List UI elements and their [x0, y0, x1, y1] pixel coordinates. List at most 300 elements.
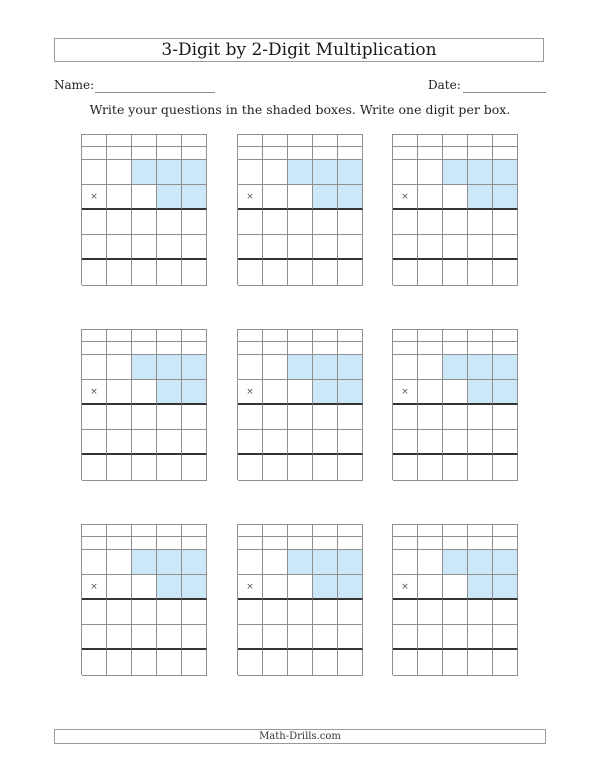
answer-digit-box[interactable]: [107, 160, 132, 185]
answer-digit-box[interactable]: [493, 430, 518, 455]
answer-digit-box[interactable]: [182, 147, 207, 160]
answer-digit-box[interactable]: [418, 160, 443, 185]
answer-digit-box[interactable]: [107, 330, 132, 342]
answer-digit-box[interactable]: [157, 342, 182, 355]
answer-digit-box[interactable]: [182, 430, 207, 455]
answer-digit-box[interactable]: [338, 260, 363, 286]
answer-digit-box[interactable]: [107, 550, 132, 575]
answer-digit-box[interactable]: [82, 430, 107, 455]
question-digit-box[interactable]: [288, 550, 313, 575]
answer-digit-box[interactable]: [82, 525, 107, 537]
answer-digit-box[interactable]: [338, 235, 363, 260]
answer-digit-box[interactable]: [238, 260, 263, 286]
answer-digit-box[interactable]: [313, 235, 338, 260]
answer-digit-box[interactable]: [493, 600, 518, 625]
question-digit-box[interactable]: [313, 575, 338, 600]
answer-digit-box[interactable]: [82, 160, 107, 185]
answer-digit-box[interactable]: [157, 650, 182, 676]
answer-digit-box[interactable]: [418, 430, 443, 455]
answer-digit-box[interactable]: [393, 355, 418, 380]
answer-digit-box[interactable]: [238, 355, 263, 380]
answer-digit-box[interactable]: [418, 342, 443, 355]
answer-digit-box[interactable]: [238, 430, 263, 455]
answer-digit-box[interactable]: [182, 405, 207, 430]
answer-digit-box[interactable]: [263, 355, 288, 380]
answer-digit-box[interactable]: [443, 525, 468, 537]
answer-digit-box[interactable]: [263, 575, 288, 600]
answer-digit-box[interactable]: [132, 147, 157, 160]
answer-digit-box[interactable]: [263, 600, 288, 625]
answer-digit-box[interactable]: [313, 650, 338, 676]
answer-digit-box[interactable]: [263, 380, 288, 405]
answer-digit-box[interactable]: [132, 210, 157, 235]
answer-digit-box[interactable]: [393, 650, 418, 676]
answer-digit-box[interactable]: [288, 380, 313, 405]
answer-digit-box[interactable]: [157, 430, 182, 455]
answer-digit-box[interactable]: [82, 455, 107, 481]
answer-digit-box[interactable]: [107, 342, 132, 355]
answer-digit-box[interactable]: [493, 405, 518, 430]
answer-digit-box[interactable]: [132, 135, 157, 147]
answer-digit-box[interactable]: [107, 430, 132, 455]
answer-digit-box[interactable]: [238, 525, 263, 537]
answer-digit-box[interactable]: [468, 147, 493, 160]
answer-digit-box[interactable]: [82, 235, 107, 260]
answer-digit-box[interactable]: [443, 600, 468, 625]
question-digit-box[interactable]: [493, 550, 518, 575]
answer-digit-box[interactable]: [107, 185, 132, 210]
answer-digit-box[interactable]: [82, 537, 107, 550]
answer-digit-box[interactable]: [82, 650, 107, 676]
answer-digit-box[interactable]: [238, 235, 263, 260]
answer-digit-box[interactable]: [443, 575, 468, 600]
answer-digit-box[interactable]: [493, 235, 518, 260]
answer-digit-box[interactable]: [263, 210, 288, 235]
answer-digit-box[interactable]: [82, 330, 107, 342]
answer-digit-box[interactable]: [338, 430, 363, 455]
answer-digit-box[interactable]: [82, 342, 107, 355]
answer-digit-box[interactable]: [443, 330, 468, 342]
answer-digit-box[interactable]: [313, 342, 338, 355]
answer-digit-box[interactable]: [468, 260, 493, 286]
answer-digit-box[interactable]: [288, 430, 313, 455]
answer-digit-box[interactable]: [443, 210, 468, 235]
answer-digit-box[interactable]: [157, 405, 182, 430]
answer-digit-box[interactable]: [263, 135, 288, 147]
answer-digit-box[interactable]: [443, 650, 468, 676]
answer-digit-box[interactable]: [263, 342, 288, 355]
answer-digit-box[interactable]: [418, 600, 443, 625]
answer-digit-box[interactable]: [313, 260, 338, 286]
answer-digit-box[interactable]: [238, 537, 263, 550]
answer-digit-box[interactable]: [238, 405, 263, 430]
answer-digit-box[interactable]: [288, 260, 313, 286]
answer-digit-box[interactable]: [263, 430, 288, 455]
answer-digit-box[interactable]: [393, 160, 418, 185]
question-digit-box[interactable]: [313, 550, 338, 575]
answer-digit-box[interactable]: [238, 210, 263, 235]
answer-digit-box[interactable]: [393, 147, 418, 160]
answer-digit-box[interactable]: [82, 625, 107, 650]
answer-digit-box[interactable]: [238, 625, 263, 650]
question-digit-box[interactable]: [443, 160, 468, 185]
question-digit-box[interactable]: [288, 355, 313, 380]
answer-digit-box[interactable]: [263, 235, 288, 260]
answer-digit-box[interactable]: [82, 550, 107, 575]
answer-digit-box[interactable]: [468, 405, 493, 430]
answer-digit-box[interactable]: [468, 342, 493, 355]
answer-digit-box[interactable]: [182, 625, 207, 650]
answer-digit-box[interactable]: [107, 650, 132, 676]
answer-digit-box[interactable]: [418, 380, 443, 405]
answer-digit-box[interactable]: [313, 525, 338, 537]
answer-digit-box[interactable]: [468, 650, 493, 676]
question-digit-box[interactable]: [132, 550, 157, 575]
answer-digit-box[interactable]: [393, 537, 418, 550]
answer-digit-box[interactable]: [443, 342, 468, 355]
answer-digit-box[interactable]: [338, 525, 363, 537]
answer-digit-box[interactable]: [313, 210, 338, 235]
answer-digit-box[interactable]: [263, 330, 288, 342]
answer-digit-box[interactable]: [157, 210, 182, 235]
answer-digit-box[interactable]: [393, 235, 418, 260]
answer-digit-box[interactable]: [182, 650, 207, 676]
answer-digit-box[interactable]: [418, 260, 443, 286]
answer-digit-box[interactable]: [393, 455, 418, 481]
answer-digit-box[interactable]: [288, 537, 313, 550]
question-digit-box[interactable]: [493, 160, 518, 185]
answer-digit-box[interactable]: [468, 430, 493, 455]
answer-digit-box[interactable]: [157, 235, 182, 260]
answer-digit-box[interactable]: [443, 135, 468, 147]
question-digit-box[interactable]: [468, 550, 493, 575]
answer-digit-box[interactable]: [288, 342, 313, 355]
answer-digit-box[interactable]: [132, 600, 157, 625]
answer-digit-box[interactable]: [468, 600, 493, 625]
answer-digit-box[interactable]: [107, 147, 132, 160]
answer-digit-box[interactable]: [238, 600, 263, 625]
answer-digit-box[interactable]: [393, 330, 418, 342]
answer-digit-box[interactable]: [288, 525, 313, 537]
answer-digit-box[interactable]: [493, 625, 518, 650]
question-digit-box[interactable]: [182, 575, 207, 600]
question-digit-box[interactable]: [182, 355, 207, 380]
question-digit-box[interactable]: [493, 185, 518, 210]
answer-digit-box[interactable]: [263, 455, 288, 481]
question-digit-box[interactable]: [468, 380, 493, 405]
answer-digit-box[interactable]: [263, 147, 288, 160]
question-digit-box[interactable]: [468, 185, 493, 210]
answer-digit-box[interactable]: [263, 650, 288, 676]
answer-digit-box[interactable]: [418, 185, 443, 210]
answer-digit-box[interactable]: [263, 537, 288, 550]
question-digit-box[interactable]: [182, 185, 207, 210]
question-digit-box[interactable]: [493, 380, 518, 405]
answer-digit-box[interactable]: [182, 330, 207, 342]
answer-digit-box[interactable]: [157, 135, 182, 147]
answer-digit-box[interactable]: [313, 455, 338, 481]
answer-digit-box[interactable]: [418, 525, 443, 537]
answer-digit-box[interactable]: [493, 147, 518, 160]
answer-digit-box[interactable]: [288, 210, 313, 235]
answer-digit-box[interactable]: [493, 455, 518, 481]
answer-digit-box[interactable]: [82, 147, 107, 160]
question-digit-box[interactable]: [157, 185, 182, 210]
answer-digit-box[interactable]: [443, 147, 468, 160]
answer-digit-box[interactable]: [338, 405, 363, 430]
answer-digit-box[interactable]: [132, 185, 157, 210]
answer-digit-box[interactable]: [82, 600, 107, 625]
answer-digit-box[interactable]: [182, 260, 207, 286]
answer-digit-box[interactable]: [157, 525, 182, 537]
answer-digit-box[interactable]: [107, 355, 132, 380]
answer-digit-box[interactable]: [493, 260, 518, 286]
answer-digit-box[interactable]: [418, 550, 443, 575]
answer-digit-box[interactable]: [313, 625, 338, 650]
answer-digit-box[interactable]: [288, 650, 313, 676]
answer-digit-box[interactable]: [157, 455, 182, 481]
answer-digit-box[interactable]: [393, 430, 418, 455]
answer-digit-box[interactable]: [393, 625, 418, 650]
question-digit-box[interactable]: [338, 355, 363, 380]
question-digit-box[interactable]: [313, 380, 338, 405]
answer-digit-box[interactable]: [107, 600, 132, 625]
answer-digit-box[interactable]: [468, 455, 493, 481]
question-digit-box[interactable]: [157, 160, 182, 185]
answer-digit-box[interactable]: [443, 625, 468, 650]
answer-digit-box[interactable]: [288, 575, 313, 600]
question-digit-box[interactable]: [182, 550, 207, 575]
answer-digit-box[interactable]: [107, 625, 132, 650]
question-digit-box[interactable]: [132, 355, 157, 380]
answer-digit-box[interactable]: [238, 147, 263, 160]
question-digit-box[interactable]: [468, 355, 493, 380]
answer-digit-box[interactable]: [443, 430, 468, 455]
answer-digit-box[interactable]: [493, 135, 518, 147]
answer-digit-box[interactable]: [418, 147, 443, 160]
answer-digit-box[interactable]: [393, 600, 418, 625]
answer-digit-box[interactable]: [132, 650, 157, 676]
answer-digit-box[interactable]: [182, 235, 207, 260]
answer-digit-box[interactable]: [338, 650, 363, 676]
answer-digit-box[interactable]: [263, 625, 288, 650]
answer-digit-box[interactable]: [493, 210, 518, 235]
answer-digit-box[interactable]: [107, 380, 132, 405]
answer-digit-box[interactable]: [132, 455, 157, 481]
question-digit-box[interactable]: [468, 160, 493, 185]
answer-digit-box[interactable]: [338, 342, 363, 355]
answer-digit-box[interactable]: [418, 405, 443, 430]
answer-digit-box[interactable]: [157, 260, 182, 286]
answer-digit-box[interactable]: [238, 330, 263, 342]
answer-digit-box[interactable]: [182, 455, 207, 481]
answer-digit-box[interactable]: [288, 235, 313, 260]
answer-digit-box[interactable]: [182, 600, 207, 625]
answer-digit-box[interactable]: [468, 330, 493, 342]
answer-digit-box[interactable]: [468, 625, 493, 650]
answer-digit-box[interactable]: [418, 330, 443, 342]
answer-digit-box[interactable]: [393, 405, 418, 430]
answer-digit-box[interactable]: [443, 380, 468, 405]
question-digit-box[interactable]: [338, 185, 363, 210]
answer-digit-box[interactable]: [82, 260, 107, 286]
answer-digit-box[interactable]: [393, 210, 418, 235]
answer-digit-box[interactable]: [82, 405, 107, 430]
answer-digit-box[interactable]: [338, 455, 363, 481]
answer-digit-box[interactable]: [132, 525, 157, 537]
answer-digit-box[interactable]: [238, 455, 263, 481]
answer-digit-box[interactable]: [182, 210, 207, 235]
name-field-line[interactable]: [95, 92, 215, 93]
answer-digit-box[interactable]: [157, 600, 182, 625]
answer-digit-box[interactable]: [238, 550, 263, 575]
answer-digit-box[interactable]: [288, 135, 313, 147]
answer-digit-box[interactable]: [418, 210, 443, 235]
answer-digit-box[interactable]: [338, 135, 363, 147]
question-digit-box[interactable]: [493, 575, 518, 600]
answer-digit-box[interactable]: [313, 330, 338, 342]
answer-digit-box[interactable]: [338, 600, 363, 625]
answer-digit-box[interactable]: [157, 625, 182, 650]
answer-digit-box[interactable]: [338, 330, 363, 342]
answer-digit-box[interactable]: [132, 235, 157, 260]
answer-digit-box[interactable]: [288, 455, 313, 481]
answer-digit-box[interactable]: [132, 537, 157, 550]
answer-digit-box[interactable]: [107, 455, 132, 481]
answer-digit-box[interactable]: [182, 525, 207, 537]
answer-digit-box[interactable]: [288, 185, 313, 210]
answer-digit-box[interactable]: [468, 210, 493, 235]
answer-digit-box[interactable]: [132, 342, 157, 355]
answer-digit-box[interactable]: [393, 260, 418, 286]
answer-digit-box[interactable]: [313, 600, 338, 625]
answer-digit-box[interactable]: [418, 650, 443, 676]
question-digit-box[interactable]: [288, 160, 313, 185]
answer-digit-box[interactable]: [238, 342, 263, 355]
answer-digit-box[interactable]: [313, 405, 338, 430]
answer-digit-box[interactable]: [157, 537, 182, 550]
question-digit-box[interactable]: [338, 160, 363, 185]
question-digit-box[interactable]: [338, 575, 363, 600]
answer-digit-box[interactable]: [493, 342, 518, 355]
question-digit-box[interactable]: [313, 185, 338, 210]
answer-digit-box[interactable]: [107, 135, 132, 147]
answer-digit-box[interactable]: [338, 210, 363, 235]
answer-digit-box[interactable]: [443, 260, 468, 286]
answer-digit-box[interactable]: [132, 430, 157, 455]
answer-digit-box[interactable]: [393, 525, 418, 537]
answer-digit-box[interactable]: [493, 650, 518, 676]
answer-digit-box[interactable]: [418, 625, 443, 650]
answer-digit-box[interactable]: [82, 355, 107, 380]
answer-digit-box[interactable]: [338, 537, 363, 550]
question-digit-box[interactable]: [132, 160, 157, 185]
answer-digit-box[interactable]: [238, 650, 263, 676]
answer-digit-box[interactable]: [338, 625, 363, 650]
question-digit-box[interactable]: [313, 160, 338, 185]
answer-digit-box[interactable]: [182, 537, 207, 550]
question-digit-box[interactable]: [468, 575, 493, 600]
question-digit-box[interactable]: [443, 355, 468, 380]
question-digit-box[interactable]: [157, 380, 182, 405]
answer-digit-box[interactable]: [393, 550, 418, 575]
question-digit-box[interactable]: [338, 550, 363, 575]
answer-digit-box[interactable]: [468, 525, 493, 537]
answer-digit-box[interactable]: [288, 405, 313, 430]
answer-digit-box[interactable]: [132, 405, 157, 430]
date-field-line[interactable]: [463, 92, 546, 93]
answer-digit-box[interactable]: [82, 135, 107, 147]
question-digit-box[interactable]: [313, 355, 338, 380]
answer-digit-box[interactable]: [107, 405, 132, 430]
answer-digit-box[interactable]: [288, 147, 313, 160]
answer-digit-box[interactable]: [238, 160, 263, 185]
answer-digit-box[interactable]: [132, 380, 157, 405]
answer-digit-box[interactable]: [107, 260, 132, 286]
answer-digit-box[interactable]: [107, 235, 132, 260]
answer-digit-box[interactable]: [288, 600, 313, 625]
answer-digit-box[interactable]: [443, 185, 468, 210]
answer-digit-box[interactable]: [82, 210, 107, 235]
answer-digit-box[interactable]: [288, 330, 313, 342]
answer-digit-box[interactable]: [493, 537, 518, 550]
answer-digit-box[interactable]: [263, 550, 288, 575]
answer-digit-box[interactable]: [338, 147, 363, 160]
answer-digit-box[interactable]: [263, 260, 288, 286]
answer-digit-box[interactable]: [263, 525, 288, 537]
answer-digit-box[interactable]: [468, 235, 493, 260]
answer-digit-box[interactable]: [157, 147, 182, 160]
question-digit-box[interactable]: [157, 355, 182, 380]
question-digit-box[interactable]: [182, 160, 207, 185]
answer-digit-box[interactable]: [132, 260, 157, 286]
answer-digit-box[interactable]: [393, 342, 418, 355]
question-digit-box[interactable]: [338, 380, 363, 405]
answer-digit-box[interactable]: [418, 355, 443, 380]
question-digit-box[interactable]: [157, 575, 182, 600]
answer-digit-box[interactable]: [157, 330, 182, 342]
answer-digit-box[interactable]: [443, 235, 468, 260]
answer-digit-box[interactable]: [493, 330, 518, 342]
answer-digit-box[interactable]: [418, 235, 443, 260]
answer-digit-box[interactable]: [263, 405, 288, 430]
answer-digit-box[interactable]: [313, 135, 338, 147]
answer-digit-box[interactable]: [443, 455, 468, 481]
answer-digit-box[interactable]: [288, 625, 313, 650]
answer-digit-box[interactable]: [263, 160, 288, 185]
answer-digit-box[interactable]: [418, 135, 443, 147]
answer-digit-box[interactable]: [132, 575, 157, 600]
answer-digit-box[interactable]: [238, 135, 263, 147]
answer-digit-box[interactable]: [418, 575, 443, 600]
answer-digit-box[interactable]: [313, 147, 338, 160]
answer-digit-box[interactable]: [182, 135, 207, 147]
question-digit-box[interactable]: [493, 355, 518, 380]
answer-digit-box[interactable]: [418, 455, 443, 481]
answer-digit-box[interactable]: [107, 525, 132, 537]
answer-digit-box[interactable]: [393, 135, 418, 147]
question-digit-box[interactable]: [157, 550, 182, 575]
answer-digit-box[interactable]: [263, 185, 288, 210]
answer-digit-box[interactable]: [468, 135, 493, 147]
answer-digit-box[interactable]: [107, 575, 132, 600]
answer-digit-box[interactable]: [313, 430, 338, 455]
answer-digit-box[interactable]: [107, 537, 132, 550]
answer-digit-box[interactable]: [132, 330, 157, 342]
question-digit-box[interactable]: [443, 550, 468, 575]
answer-digit-box[interactable]: [182, 342, 207, 355]
answer-digit-box[interactable]: [443, 405, 468, 430]
